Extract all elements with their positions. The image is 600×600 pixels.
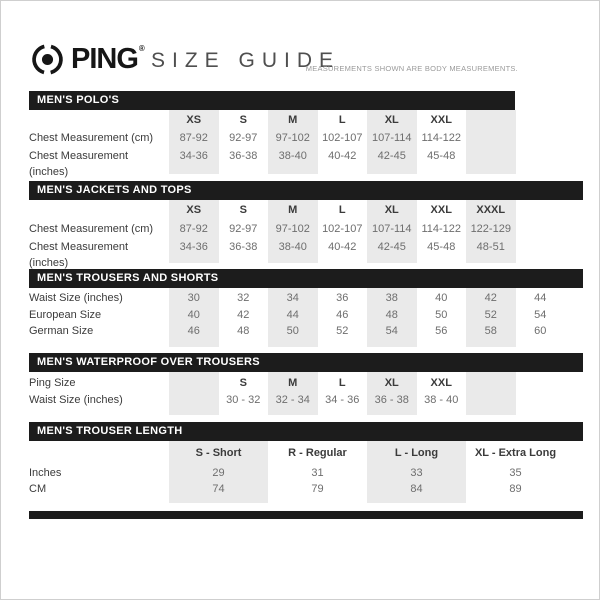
cell: 45-48	[427, 241, 456, 253]
waterproof-size-row	[29, 375, 565, 391]
row-label: Waist Size (inches)	[29, 394, 123, 406]
section-title-polos: MEN'S POLO'S	[29, 91, 515, 110]
row-label: Chest Measurement (inches)	[29, 150, 129, 178]
cell: 92-97	[229, 223, 258, 235]
cell: 107-114	[371, 132, 412, 144]
brand-name: PING	[71, 43, 138, 75]
cell: 30	[187, 292, 200, 304]
cell: 84	[410, 483, 423, 495]
cell: 48-51	[476, 241, 505, 253]
page-title: SIZE GUIDE	[151, 49, 341, 72]
section-title-length: MEN'S TROUSER LENGTH	[29, 422, 583, 441]
cell: 29	[212, 467, 225, 479]
length-cm-row	[29, 481, 565, 497]
section-title-jackets: MEN'S JACKETS AND TOPS	[29, 181, 583, 200]
spacer	[29, 112, 169, 128]
cell: 56	[435, 325, 448, 337]
cell: 102-107	[322, 132, 363, 144]
cell: 48	[385, 309, 398, 321]
bottom-divider	[29, 511, 583, 519]
row-label: European Size	[29, 309, 102, 321]
cell: 34	[286, 292, 299, 304]
trousers-waist-row	[29, 290, 565, 306]
cell: 50	[435, 309, 448, 321]
cell: 40	[435, 292, 448, 304]
size-header: S - Short	[195, 447, 242, 459]
trousers-european-row	[29, 307, 565, 323]
size-header: XL	[384, 114, 399, 126]
cell: 46	[336, 309, 349, 321]
cell: 38-40	[278, 150, 307, 162]
length-size-header-row	[29, 445, 565, 461]
jackets-cm-row	[29, 221, 565, 237]
size-header: XXL	[430, 377, 452, 389]
jackets-size-header-row	[29, 202, 565, 218]
cell: 36-38	[229, 150, 258, 162]
size-header: M	[288, 114, 298, 126]
cell: 42-45	[377, 241, 406, 253]
cell: 114-122	[421, 223, 462, 235]
size-header: L	[338, 377, 346, 389]
cell: 114-122	[421, 132, 462, 144]
cell: 48	[237, 325, 250, 337]
cell: 87-92	[179, 132, 208, 144]
size-header: L - Long	[394, 447, 439, 459]
tagline: MEASUREMENTS SHOWN ARE BODY MEASUREMENTS.	[305, 64, 518, 73]
empty-cell	[169, 392, 219, 408]
size-header: XXL	[430, 114, 452, 126]
size-header: S	[239, 204, 247, 216]
cell: 38	[385, 292, 398, 304]
cell: 122-129	[470, 223, 511, 235]
size-header: XL - Extra Long	[474, 447, 557, 459]
cell: 50	[286, 325, 299, 337]
cell: 46	[187, 325, 200, 337]
cell: 36-38	[229, 241, 258, 253]
size-header: R - Regular	[288, 447, 347, 459]
size-header: XL	[384, 377, 399, 389]
size-header: XXL	[430, 204, 452, 216]
cell: 54	[385, 325, 398, 337]
spacer	[29, 202, 169, 218]
polos-size-header-row	[29, 112, 565, 128]
cell: 89	[509, 483, 522, 495]
size-header: XXXL	[476, 204, 506, 216]
cell: 74	[212, 483, 225, 495]
row-label: Waist Size (inches)	[29, 292, 123, 304]
polos-cm-row	[29, 130, 565, 146]
cell: 32	[237, 292, 250, 304]
row-label: Chest Measurement (cm)	[29, 132, 154, 144]
brand-header	[29, 41, 144, 78]
row-label: Chest Measurement (cm)	[29, 223, 154, 235]
cell: 45-48	[427, 150, 456, 162]
size-header: XL	[384, 204, 399, 216]
cell: 36 - 38	[374, 394, 409, 406]
cell: 30 - 32	[226, 394, 261, 406]
polos-inches-row	[29, 148, 565, 180]
size-header: L	[338, 204, 346, 216]
cell: 87-92	[179, 223, 208, 235]
size-header: S	[239, 114, 247, 126]
cell: 97-102	[275, 223, 310, 235]
row-label: Chest Measurement (inches)	[29, 241, 129, 269]
cell: 36	[336, 292, 349, 304]
cell: 40-42	[328, 150, 357, 162]
section-title-waterproof: MEN'S WATERPROOF OVER TROUSERS	[29, 353, 583, 372]
row-label: CM	[29, 483, 47, 495]
cell: 42-45	[377, 150, 406, 162]
cell: 79	[311, 483, 324, 495]
cell: 38-40	[278, 241, 307, 253]
size-header: S	[239, 377, 247, 389]
cell: 52	[336, 325, 349, 337]
cell: 42	[484, 292, 497, 304]
size-header: XS	[186, 204, 202, 216]
row-label: Inches	[29, 467, 62, 479]
cell: 31	[311, 467, 324, 479]
cell: 44	[534, 292, 547, 304]
empty-cell	[169, 375, 219, 391]
cell: 40	[187, 309, 200, 321]
row-label: German Size	[29, 325, 94, 337]
cell: 97-102	[275, 132, 310, 144]
ping-logo-icon	[29, 41, 66, 78]
cell: 33	[410, 467, 423, 479]
size-header: M	[288, 204, 298, 216]
row-label: Ping Size	[29, 377, 76, 389]
cell: 42	[237, 309, 250, 321]
cell: 60	[534, 325, 547, 337]
cell: 34-36	[179, 241, 208, 253]
trousers-german-row	[29, 323, 565, 339]
cell: 58	[484, 325, 497, 337]
waterproof-waist-row	[29, 392, 565, 408]
cell: 35	[509, 467, 522, 479]
cell: 107-114	[371, 223, 412, 235]
cell: 34 - 36	[325, 394, 360, 406]
cell: 52	[484, 309, 497, 321]
size-header: M	[288, 377, 298, 389]
size-header: XS	[186, 114, 202, 126]
cell: 102-107	[322, 223, 363, 235]
cell: 38 - 40	[424, 394, 459, 406]
size-header: L	[338, 114, 346, 126]
spacer	[29, 445, 169, 461]
cell: 54	[534, 309, 547, 321]
cell: 34-36	[179, 150, 208, 162]
cell: 44	[286, 309, 299, 321]
jackets-inches-row	[29, 239, 565, 271]
section-title-trousers: MEN'S TROUSERS AND SHORTS	[29, 269, 583, 288]
cell: 32 - 34	[275, 394, 310, 406]
registered-mark: ®	[138, 44, 145, 53]
length-inches-row	[29, 465, 565, 481]
cell: 92-97	[229, 132, 258, 144]
cell: 40-42	[328, 241, 357, 253]
